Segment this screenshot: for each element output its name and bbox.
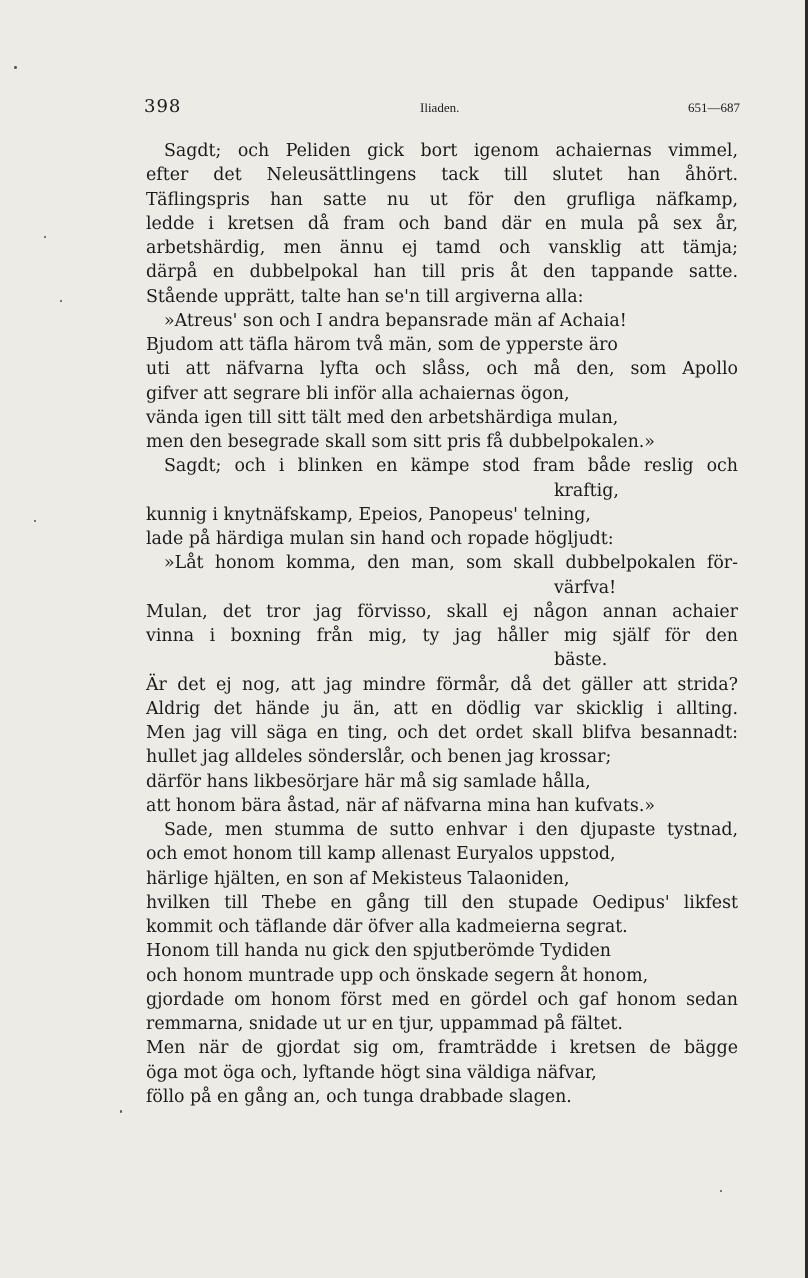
verse-line: härlige hjälten, en son af Mekisteus Talaoniden, [146, 868, 570, 889]
verse-line: gjordade om honom först med en gördel och gaf honom sedan [146, 989, 738, 1010]
verse-line: därpå en dubbelpokal han till pris åt den tappande satte. [146, 262, 738, 283]
verse-line: Men när de gjordat sig om, framträdde i kretsen de bägge [146, 1038, 738, 1059]
verse-line: vinna i boxning från mig, ty jag håller mig själf för den [146, 626, 738, 646]
verse-line: att honom bära åstad, när af näfvarna mina han kufvats.» [146, 795, 656, 816]
verse-line: »Låt honom komma, den man, som skall dubbelpokalen för- [164, 553, 738, 574]
verse-line: hvilken till Thebe en gång till den stupade Oedipus' likfest [146, 892, 738, 913]
verse-line: Aldrig det hände ju än, att en dödlig var skicklig i allting. [146, 698, 738, 719]
verse-line: Täflingspris han satte nu ut för den grufliga näfkamp, [146, 189, 738, 210]
scan-speck [60, 300, 62, 302]
verse-line: Sagdt; och i blinken en kämpe stod fram både reslig och [164, 456, 738, 477]
verse-line-continuation: kraftig, [554, 480, 619, 501]
verse-line: Men jag vill säga en ting, och det ordet skall blifva besannadt: [146, 723, 738, 743]
verse-line: ledde i kretsen då fram och band där en mula på sex år, [146, 213, 738, 234]
verse-line: lade på härdiga mulan sin hand och ropade högljudt: [146, 529, 614, 549]
scan-speck [120, 1110, 122, 1113]
verse-line-continuation: bäste. [554, 650, 608, 671]
page-header [140, 96, 740, 120]
verse-line: därför hans likbesörjare här må sig samlade hålla, [146, 771, 591, 792]
verse-line: Är det ej nog, att jag mindre förmår, då det gäller att strida? [146, 674, 738, 695]
verse-line: Sade, men stumma de sutto enhvar i den djupaste tystnad, [164, 820, 738, 840]
verse-line: och emot honom till kamp allenast Euryalos uppstod, [146, 844, 616, 865]
scan-speck [34, 520, 36, 522]
scan-speck [14, 66, 17, 69]
verse-line: Bjudom att täfla härom två män, som de ypperste äro [146, 335, 618, 355]
verse-line: »Atreus' son och I andra bepansrade män af Achaia! [164, 310, 627, 331]
verse-line: kommit och täflande där öfver alla kadmeierna segrat. [146, 917, 628, 937]
verse-line: men den besegrade skall som sitt pris få dubbelpokalen.» [146, 432, 655, 452]
verse-line: remmarna, snidade ut ur en tjur, uppammad på fältet. [146, 1014, 623, 1034]
line-range: 651—687 [688, 100, 740, 115]
verse-line: Honom till handa nu gick den spjutberömde Tydiden [146, 941, 611, 962]
verse-line: arbetshärdig, men ännu ej tamd och vansklig att tämja; [146, 238, 738, 258]
verse-line: kunnig i knytnäfskamp, Epeios, Panopeus' telning, [146, 504, 591, 525]
verse-line: och honom muntrade upp och önskade segern åt honom, [146, 965, 649, 986]
scan-speck [720, 1190, 722, 1192]
poem-text [146, 139, 738, 1109]
verse-line: Stående upprätt, talte han se'n till argiverna alla: [146, 286, 584, 307]
verse-line-continuation: värfva! [554, 577, 617, 598]
verse-line: vända igen till sitt tält med den arbetshärdiga mulan, [146, 407, 619, 428]
scan-speck [44, 236, 46, 238]
verse-line: uti att näfvarna lyfta och slåss, och må den, som Apollo [146, 359, 738, 380]
verse-line: gifver att segrare bli inför alla achaiernas ögon, [146, 383, 570, 404]
verse-line: öga mot öga och, lyftande högt sina väldiga näfvar, [146, 1062, 597, 1083]
verse-line: Sagdt; och Peliden gick bort igenom achaiernas vimmel, [164, 141, 738, 161]
page-number: 398 [144, 96, 182, 117]
running-title: Iliaden. [420, 100, 460, 115]
verse-line: efter det Neleusättlingens tack till slutet han åhört. [146, 165, 738, 186]
verse-line: Mulan, det tror jag förvisso, skall ej någon annan achaier [146, 601, 738, 622]
verse-line: hullet jag alldeles sönderslår, och benen jag krossar; [146, 747, 612, 768]
verse-line: föllo på en gång an, och tunga drabbade slagen. [146, 1086, 572, 1107]
